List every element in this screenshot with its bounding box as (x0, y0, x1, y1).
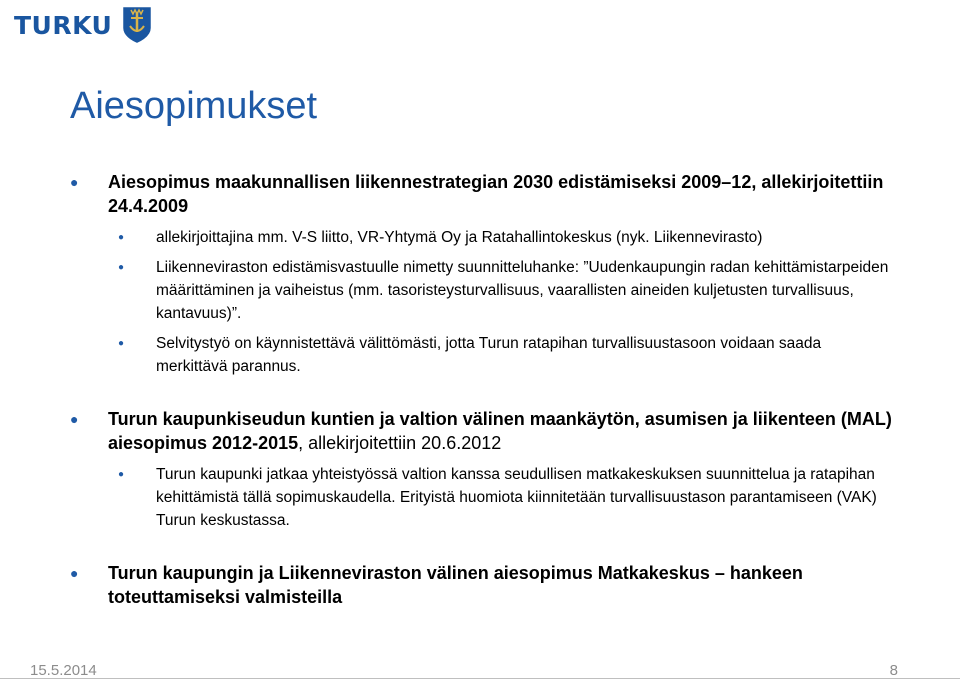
sub-bullet-text: Liikenneviraston edistämisvastuulle nimetty suunnitteluhanke: ”Uudenkaupungin radan kehittämistarpeiden määrittäminen ja vaiheistus (mm. tasoristeysturvallisuus, vaarallisten aineiden kuljetusten turvallisuus, kantavuus)”. (156, 259, 889, 322)
slide-content (70, 170, 892, 617)
bullet-icon: ● (70, 174, 79, 190)
sub-bullet-text: Selvitystyö on käynnistettävä välittömästi, jotta Turun ratapihan turvallisuustasoon voidaan saada merkittävä parannus. (156, 335, 822, 375)
footer-date: 15.5.2014 (30, 662, 97, 679)
sub-bullet (70, 463, 892, 532)
bullet-icon: ● (118, 338, 125, 349)
sub-bullet (70, 226, 892, 249)
main-bullet-text: Turun kaupungin ja Liikenneviraston välinen aiesopimus Matkakeskus – hankeen toteuttamiseksi valmisteilla (108, 563, 803, 607)
logo-text: TURKU (14, 10, 113, 40)
turku-logo[interactable] (14, 6, 152, 44)
main-bullet-1 (70, 170, 892, 218)
main-bullet-3 (70, 561, 892, 609)
page-number: 8 (889, 662, 898, 679)
main-bullet-bold-text: Turun kaupunkiseudun kuntien ja valtion välinen maankäytön, asumisen ja liikenteen (MAL) aiesopimus 2012-2015 (108, 409, 892, 453)
bullet-icon: ● (70, 411, 79, 427)
sub-bullet-text: allekirjoittajina mm. V-S liitto, VR-Yhtymä Oy ja Ratahallintokeskus (nyk. Liikennevirasto) (156, 229, 763, 246)
crest-icon (122, 6, 152, 44)
slide-title: Aiesopimukset (70, 85, 318, 127)
bullet-icon: ● (118, 469, 125, 480)
bullet-icon: ● (118, 232, 125, 243)
bullet-icon: ● (118, 262, 125, 273)
main-bullet-2 (70, 407, 892, 455)
main-bullet-rest-text: , allekirjoitettiin 20.6.2012 (298, 433, 502, 453)
sub-bullet (70, 332, 892, 378)
sub-bullet (70, 256, 892, 325)
sub-bullet-text: Turun kaupunki jatkaa yhteistyössä valtion kanssa seudullisen matkakeskuksen suunnittelua ja ratapihan kehittämistä tällä sopimuskaudella. Erityistä huomiota kiinnitetään turvallisuustason parantamiseen (VAK) Turun keskustassa. (156, 466, 877, 529)
main-bullet-text: Aiesopimus maakunnallisen liikennestrategian 2030 edistämiseksi 2009–12, allekirjoitettiin 24.4.2009 (108, 172, 884, 216)
bullet-icon: ● (70, 565, 79, 581)
